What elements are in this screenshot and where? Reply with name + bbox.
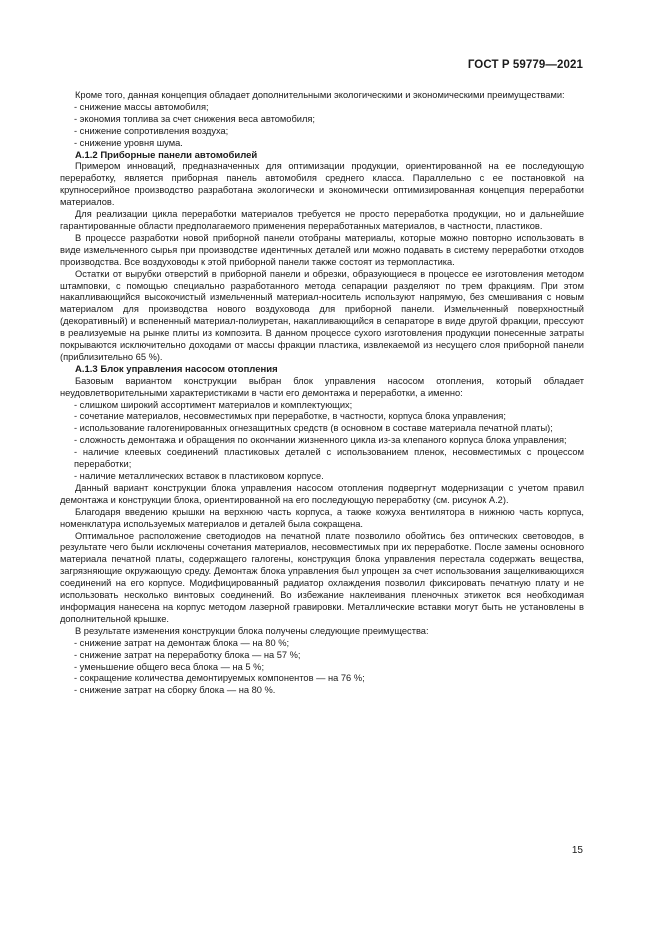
paragraph: В результате изменения конструкции блока получены следующие преимущества: <box>75 625 429 636</box>
list-item: - уменьшение общего веса блока — на 5 %; <box>74 661 265 672</box>
body-text <box>60 90 584 697</box>
paragraph: Базовым вариантом конструкции выбран блок управления насосом отопления, который обладает неудовлетворительными характеристиками в части его демонтажа и переработки, а именно: <box>60 375 584 398</box>
list-item: - экономия топлива за счет снижения веса автомобиля; <box>74 113 316 124</box>
list-item: - сочетание материалов, несовместимых при переработке, в частности, корпуса блока управления; <box>74 411 506 422</box>
paragraph: В процессе разработки новой приборной панели отобраны материалы, которые можно повторно использовать в виде измельченного сырья при производстве идентичных деталей или можно подавать в систему переработки отходов производства. Все воздуховоды к этой приборной панели также состоят из термопластика. <box>60 232 584 267</box>
list-item: - наличие клеевых соединений пластиковых деталей с использованием пленок, несовместимых с процессом переработки; <box>74 447 584 470</box>
list-item: - снижение затрат на переработку блока — на 57 %; <box>74 649 301 660</box>
paragraph: Благодаря введению крышки на верхнюю часть корпуса, а также кожуха вентилятора в нижнюю часть корпуса, номенклатура используемых материалов и деталей была сокращена. <box>60 506 584 529</box>
section-heading: А.1.3 Блок управления насосом отопления <box>75 363 278 375</box>
list-item: - слишком широкий ассортимент материалов и комплектующих; <box>74 399 353 410</box>
paragraph: Остатки от вырубки отверстий в приборной панели и обрезки, образующиеся в процессе ее изготовления методом штамповки, с помощью специально разработанного метода сепарации разделяют по трем фракциям. При этом накапливающийся высокочистый измельченный материал-носитель используют напрямую, без смешивания с новым материалом для производства нового воздуховода для приборной панели. Измельченный поверхностный (декоративный) и вспененный материал-полиуретан, накапливающийся в сепараторе в виде другой фракции, прессуют в реализуемые на рынке плиты из композита. В данном процессе сухого изготовления продукции понесенные затраты покрываются исключительно доходами от массы фракции пластика, извлекаемой из несущего слоя приборной панели (приблизительно 65 %). <box>60 268 584 362</box>
list-item: - снижение массы автомобиля; <box>74 101 209 112</box>
paragraph: Кроме того, данная концепция обладает дополнительными экологическими и экономическими преимуществами: <box>75 90 565 100</box>
page-number: 15 <box>571 845 583 856</box>
list-item: - снижение сопротивления воздуха; <box>74 125 229 136</box>
paragraph: Оптимальное расположение светодиодов на печатной плате позволило обойтись без оптических световодов, в результате чего были исключены сочетания материалов, несовместимых при их переработке. После замены основного материала печатной платы, содержащего галогены, конструкция блока управления перестала содержать вещества, загрязняющие окружающую среду. Демонтаж блока управления был упрощен за счет использования защелкивающихся соединений на его корпусе. Модифицированный радиатор охлаждения позволил фиксировать печатную плату и не использовать несколько винтовых соединений. Во избежание наклеивания пленочных этикеток вся необходимая информация нанесена на корпус методом лазерной гравировки. Металлические вставки могут быть не установлены в дополнительной крышке. <box>60 530 584 624</box>
standard-designation: ГОСТ Р 59779—2021 <box>467 59 583 71</box>
list-item: - снижение уровня шума. <box>74 137 183 148</box>
list-item: - снижение затрат на демонтаж блока — на 80 %; <box>74 637 290 648</box>
list-item: - сокращение количества демонтируемых компонентов — на 76 %; <box>74 673 365 684</box>
list-item: - наличие металлических вставок в пластиковом корпусе. <box>74 471 324 481</box>
paragraph: Для реализации цикла переработки материалов требуется не просто переработка продукции, но и дальнейшие гарантированные области предполагаемого применения переработанных материалов, в частности, пластиков. <box>60 209 584 231</box>
list-item: - использование галогенированных огнезащитных средств (в основном в составе материала печатной платы); <box>74 423 553 434</box>
list-item: - сложность демонтажа и обращения по окончании жизненного цикла из-за клепаного корпуса блока управления; <box>74 435 567 446</box>
paragraph: Данный вариант конструкции блока управления насосом отопления подвергнут модернизации с учетом правил демонтажа и конструкции блока, ориентированной на его последующую переработку (см. рисунок А.2). <box>60 482 584 505</box>
section-heading: А.1.2 Приборные панели автомобилей <box>75 149 258 161</box>
list-item: - снижение затрат на сборку блока — на 80 %. <box>74 685 276 696</box>
paragraph: Примером инноваций, предназначенных для оптимизации продукции, ориентированной на ее последующую переработку, является приборная панель автомобиля среднего класса. Параллельно с ее постановкой на крупносерийное производство разработана экологически и экономически оптимизированная концепция переработки материалов. <box>60 161 584 208</box>
